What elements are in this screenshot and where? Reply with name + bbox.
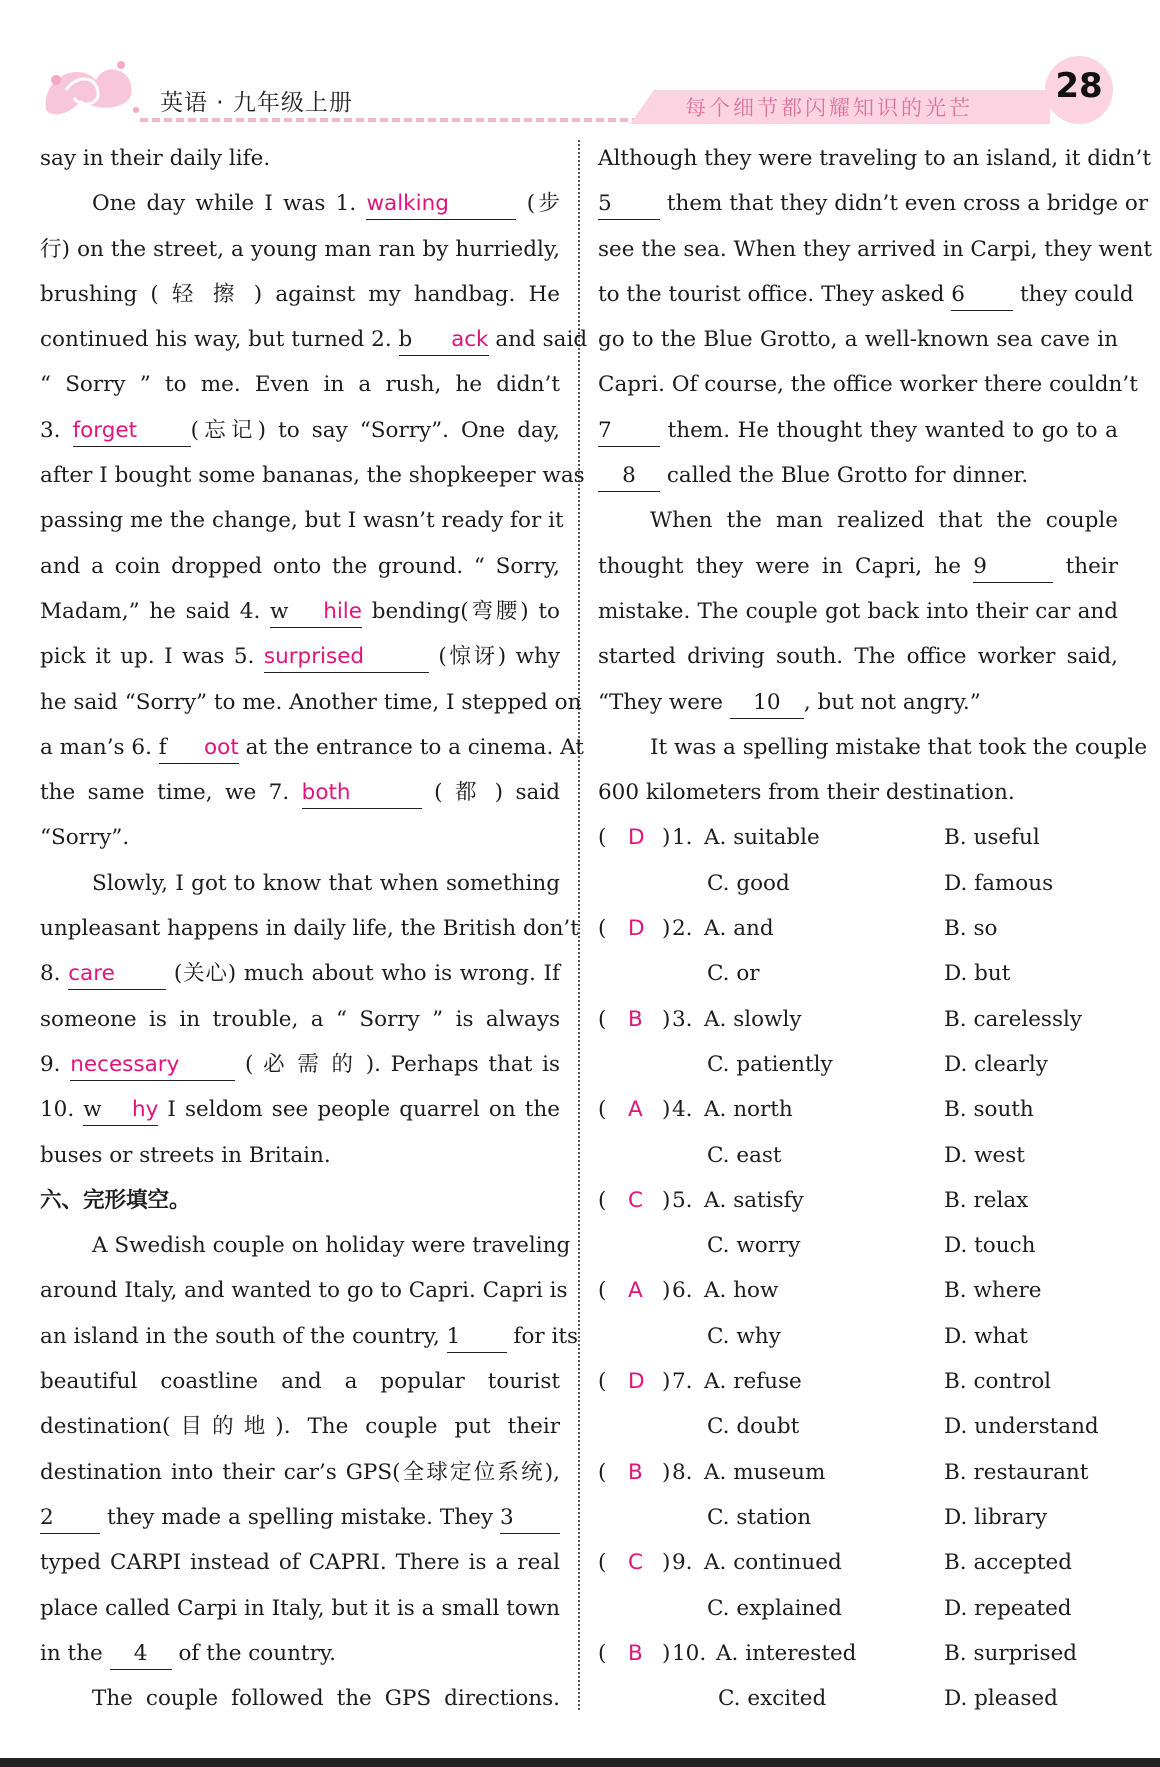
text: 600 kilometers from their destination.: [598, 780, 1015, 806]
text-line: [40, 136, 560, 181]
text-line: [40, 408, 560, 453]
text-line: [598, 272, 1134, 317]
text-line: [40, 181, 560, 226]
text: say in their daily life.: [40, 146, 271, 171]
header-divider: [140, 118, 640, 122]
option-c[interactable]: C. station: [707, 1504, 812, 1530]
text: thought they were in Capri, he: [598, 553, 961, 579]
option-a[interactable]: A. slowly: [704, 1006, 802, 1032]
option-d[interactable]: D. understand: [944, 1414, 1099, 1440]
floral-ornament-icon: [36, 50, 146, 120]
text: 行) on the street, a young man ran by hurriedly,: [40, 236, 560, 262]
text: Capri. Of course, the office worker there couldn’t: [598, 372, 1138, 398]
paren-close: ): [662, 916, 671, 942]
slogan-text: 每个细节都闪耀知识的光芒: [685, 96, 973, 120]
question-row-1: [598, 1359, 1118, 1404]
answer-blank-3[interactable]: [73, 416, 191, 447]
paren-open: (: [598, 1278, 607, 1304]
question-row-1: [598, 1268, 1118, 1313]
option-a[interactable]: A. how: [704, 1278, 779, 1304]
answer-text: hy: [131, 1097, 159, 1123]
question-number: 5.: [672, 1187, 693, 1213]
option-d[interactable]: D. touch: [944, 1233, 1036, 1259]
cloze-blank-10[interactable]: [730, 688, 804, 719]
answer-prefix: f: [158, 734, 167, 760]
question-row-2: [598, 1223, 1118, 1268]
text: 10.: [40, 1097, 75, 1123]
text: Slowly, I got to know that when something: [92, 870, 560, 896]
answer-text: hile: [323, 598, 363, 624]
blank-number: 8: [622, 463, 636, 489]
option-c[interactable]: C. patiently: [707, 1051, 833, 1077]
option-c[interactable]: C. explained: [707, 1595, 842, 1621]
text-line: [40, 317, 588, 362]
text: It was a spelling mistake that took the couple: [650, 734, 1148, 760]
text: , but not angry.”: [803, 689, 981, 715]
blank-number: 9: [973, 553, 987, 579]
cloze-blank-3[interactable]: [500, 1503, 560, 1534]
text: destination into their car’s GPS(全球定位系统),: [40, 1459, 560, 1485]
answer-choice[interactable]: A: [628, 1278, 643, 1304]
paren-close: ): [662, 1187, 671, 1213]
blank-number: 6: [951, 281, 965, 307]
answer-choice[interactable]: D: [628, 1369, 645, 1395]
paren-open: (: [598, 916, 607, 942]
answer-choice[interactable]: C: [628, 1550, 644, 1576]
blank-number: 3: [500, 1504, 514, 1530]
text: continued his way, but turned 2.: [40, 327, 392, 353]
cloze-blank-2[interactable]: [40, 1503, 100, 1534]
answer-blank-1[interactable]: [366, 189, 516, 220]
text-line: [598, 498, 1118, 543]
answer-choice[interactable]: D: [628, 825, 645, 851]
text-line: [40, 680, 582, 725]
text: they made a spelling mistake. They: [107, 1504, 493, 1530]
text: unpleasant happens in daily life, the British don’t: [40, 916, 579, 942]
text: A Swedish couple on holiday were traveling: [92, 1233, 571, 1259]
option-b[interactable]: B. relax: [944, 1187, 1029, 1213]
question-row-1: [598, 997, 1118, 1042]
option-a[interactable]: A. museum: [704, 1459, 826, 1485]
option-b[interactable]: B. surprised: [944, 1640, 1078, 1666]
answer-text: care: [68, 961, 115, 987]
answer-prefix: b: [398, 327, 413, 353]
text: “ Sorry ” to me. Even in a rush, he didn’t: [40, 372, 560, 398]
answer-text: forget: [72, 417, 138, 443]
question-list: [598, 815, 1118, 1721]
text-line: [40, 1540, 560, 1585]
answer-blank-8[interactable]: [68, 959, 166, 990]
text-line: [40, 1586, 560, 1631]
answer-choice[interactable]: D: [628, 916, 645, 942]
option-d[interactable]: D. repeated: [944, 1595, 1072, 1621]
text: someone is in trouble, a “ Sorry ” is always: [40, 1006, 560, 1032]
text-line: [40, 861, 560, 906]
text: and a coin dropped onto the ground. “ Sorry,: [40, 553, 560, 579]
option-d[interactable]: D. library: [944, 1504, 1048, 1530]
text-line: [40, 1042, 560, 1087]
paren-open: (: [598, 1006, 607, 1032]
answer-text: ack: [451, 327, 489, 353]
question-row-1: [598, 1631, 1118, 1676]
question-number: 10.: [672, 1640, 707, 1666]
paren-open: (: [598, 825, 607, 851]
text-line: [40, 1223, 571, 1268]
text-line: [598, 725, 1148, 770]
text-line: [40, 1087, 560, 1132]
text-line: [598, 544, 1118, 589]
text: typed CARPI instead of CAPRI. There is a real: [40, 1550, 560, 1576]
answer-blank-10[interactable]: [83, 1095, 158, 1126]
text: they could: [1020, 281, 1134, 307]
blank-number: 7: [598, 417, 612, 443]
text: 9.: [40, 1051, 61, 1077]
answer-text: oot: [204, 734, 239, 760]
text: brushing ( 轻 擦 ) against my handbag. He: [40, 281, 560, 307]
option-d[interactable]: D. clearly: [944, 1051, 1048, 1077]
text: 3.: [40, 417, 61, 443]
option-b[interactable]: B. south: [944, 1097, 1034, 1123]
answer-text: necessary: [70, 1051, 180, 1077]
cloze-blank-8[interactable]: [598, 461, 660, 492]
text-line: [40, 815, 560, 860]
paren-close: ): [662, 1278, 671, 1304]
text-line: [598, 408, 1118, 453]
text: I seldom see people quarrel on the: [167, 1097, 560, 1123]
paren-close: ): [662, 1369, 671, 1395]
text: (步: [526, 191, 561, 217]
option-c[interactable]: C. good: [707, 870, 790, 896]
question-row-1: [598, 906, 1118, 951]
question-number: 4.: [672, 1097, 693, 1123]
answer-prefix: w: [270, 598, 289, 624]
text: their: [1065, 553, 1118, 579]
text-line: [40, 227, 560, 272]
text: Although they were traveling to an island, it didn’t: [598, 146, 1151, 171]
text: go to the Blue Grotto, a well-known sea cave in: [598, 327, 1118, 353]
paren-close: ): [662, 825, 671, 851]
page-bottom-bar: [0, 1758, 1160, 1767]
text-line: [40, 1495, 560, 1540]
text: Madam,” he said 4.: [40, 598, 261, 624]
book-title: 英语 · 九年级上册: [160, 90, 353, 116]
text: at the entrance to a cinema. At: [245, 734, 584, 760]
text: (关心) much about who is wrong. If: [173, 961, 560, 987]
text: ( 必 需 的 ). Perhaps that is: [245, 1051, 560, 1077]
question-row-2: [598, 861, 1118, 906]
paren-close: ): [662, 1459, 671, 1485]
blank-number: 4: [133, 1640, 148, 1666]
option-c[interactable]: C. why: [707, 1323, 781, 1349]
answer-prefix: w: [83, 1097, 102, 1123]
paren-open: (: [598, 1640, 607, 1666]
answer-text: both: [301, 780, 351, 806]
text-line: [40, 634, 560, 679]
option-a[interactable]: A. continued: [704, 1550, 842, 1576]
question-number: 6.: [672, 1278, 693, 1304]
question-number: 1.: [672, 825, 693, 851]
option-c[interactable]: C. doubt: [707, 1414, 800, 1440]
option-d[interactable]: D. what: [944, 1323, 1028, 1349]
text-line: [598, 317, 1118, 362]
answer-blank-2[interactable]: [399, 325, 489, 356]
question-row-1: [598, 1087, 1118, 1132]
option-c[interactable]: C. east: [707, 1142, 782, 1168]
text: destination(目的地). The couple put their: [40, 1414, 560, 1440]
cloze-blank-6[interactable]: [951, 280, 1013, 311]
paren-close: ): [662, 1097, 671, 1123]
text: One day while I was 1.: [92, 191, 357, 217]
question-number: 9.: [672, 1550, 693, 1576]
paren-open: (: [598, 1369, 607, 1395]
text: When the man realized that the couple: [650, 508, 1118, 534]
blank-number: 10: [753, 689, 781, 715]
text: around Italy, and wanted to go to Capri. Capri is: [40, 1278, 568, 1304]
option-d[interactable]: D. west: [944, 1142, 1025, 1168]
option-b[interactable]: B. accepted: [944, 1550, 1072, 1576]
text: (忘记) to say “Sorry”. One day,: [190, 417, 560, 443]
text-line: [40, 1631, 560, 1676]
question-row-2: [598, 1042, 1118, 1087]
text-line: [598, 680, 1118, 725]
option-c[interactable]: C. or: [707, 961, 760, 987]
text-line: [598, 181, 1149, 226]
answer-choice[interactable]: B: [628, 1459, 643, 1485]
question-number: 3.: [672, 1006, 693, 1032]
answer-blank-5[interactable]: [264, 642, 429, 673]
text: “Sorry”.: [40, 825, 130, 851]
option-d[interactable]: D. pleased: [944, 1686, 1058, 1712]
text: mistake. The couple got back into their car and: [598, 598, 1118, 624]
question-row-1: [598, 1540, 1118, 1585]
question-row-2: [598, 1676, 1118, 1721]
text: 8.: [40, 961, 61, 987]
question-row-1: [598, 1178, 1118, 1223]
option-b[interactable]: B. where: [944, 1278, 1042, 1304]
option-a[interactable]: A. north: [704, 1097, 793, 1123]
question-row-1: [598, 815, 1118, 860]
question-row-2: [598, 1495, 1118, 1540]
option-d[interactable]: D. famous: [944, 870, 1054, 896]
answer-choice[interactable]: B: [628, 1006, 643, 1032]
option-a[interactable]: A. suitable: [704, 825, 820, 851]
text-line: [40, 1359, 560, 1404]
paren-open: (: [598, 1187, 607, 1213]
blank-number: 5: [598, 191, 612, 217]
question-row-2: [598, 1586, 1118, 1631]
text-line: [598, 770, 1118, 815]
text: pick it up. I was 5.: [40, 644, 255, 670]
text-line: [40, 1676, 560, 1721]
right-column: [598, 136, 1153, 1721]
question-number: 7.: [672, 1369, 693, 1395]
paren-close: ): [662, 1640, 671, 1666]
left-column: [40, 136, 588, 1721]
text-line: [40, 725, 584, 770]
option-a[interactable]: A. and: [704, 916, 774, 942]
section-heading: 六、完形填空。: [40, 1187, 191, 1213]
option-b[interactable]: B. restaurant: [944, 1459, 1089, 1485]
option-b[interactable]: B. control: [944, 1369, 1052, 1395]
answer-text: surprised: [263, 644, 365, 670]
cloze-blank-1[interactable]: [447, 1322, 507, 1353]
paren-close: ): [662, 1006, 671, 1032]
text-line: [598, 589, 1118, 634]
text: ( 都 ) said: [434, 780, 560, 806]
text-line: [40, 362, 560, 407]
answer-blank-6[interactable]: [159, 733, 239, 764]
text: bending(弯腰) to: [371, 598, 560, 624]
blank-number: 1: [446, 1323, 461, 1349]
option-a[interactable]: A. satisfy: [704, 1187, 804, 1213]
text: to the tourist office. They asked: [598, 281, 945, 307]
option-b[interactable]: B. useful: [944, 825, 1040, 851]
text-line: [40, 589, 560, 634]
option-b[interactable]: B. so: [944, 916, 998, 942]
text-line: [40, 498, 564, 543]
text-line: [598, 362, 1138, 407]
cloze-blank-7[interactable]: [598, 416, 660, 447]
answer-text: walking: [366, 191, 449, 217]
option-a[interactable]: A. interested: [716, 1640, 857, 1666]
text: beautiful coastline and a popular tourist: [40, 1369, 560, 1395]
text-line: [598, 453, 1118, 498]
option-b[interactable]: B. carelessly: [944, 1006, 1083, 1032]
text-line: [40, 1133, 560, 1178]
text-line: [40, 1268, 568, 1313]
text-line: [598, 634, 1118, 679]
text-line: [598, 136, 1151, 181]
text: he said “Sorry” to me. Another time, I stepped on: [40, 689, 582, 715]
option-c[interactable]: C. excited: [718, 1686, 827, 1712]
cloze-blank-5[interactable]: [598, 189, 660, 220]
page-number: 28: [1055, 66, 1103, 106]
text: The couple followed the GPS directions.: [92, 1686, 560, 1712]
text-line: [598, 227, 1153, 272]
text-line: [40, 997, 560, 1042]
text: after I bought some bananas, the shopkeeper was: [40, 463, 585, 489]
text-line: [40, 272, 560, 317]
question-row-2: [598, 1133, 1118, 1178]
answer-blank-7[interactable]: [302, 778, 422, 809]
text: an island in the south of the country,: [40, 1323, 440, 1349]
text: passing me the change, but I wasn’t ready for it: [40, 508, 564, 534]
text: a man’s 6.: [40, 734, 152, 760]
option-a[interactable]: A. refuse: [704, 1369, 802, 1395]
text: called the Blue Grotto for dinner.: [666, 463, 1029, 489]
cloze-blank-9[interactable]: [973, 552, 1053, 583]
question-number: 2.: [672, 916, 693, 942]
text-line: [40, 1314, 579, 1359]
text: them. He thought they wanted to go to a: [667, 417, 1118, 443]
text: buses or streets in Britain.: [40, 1142, 331, 1168]
text: them that they didn’t even cross a bridge or: [666, 191, 1149, 217]
text-line: [40, 951, 560, 996]
text: for its: [513, 1323, 579, 1349]
text: started driving south. The office worker said,: [598, 644, 1118, 670]
answer-choice[interactable]: B: [628, 1640, 643, 1666]
text-line: [40, 1404, 560, 1449]
text: the same time, we 7.: [40, 780, 290, 806]
text-line: [40, 770, 560, 815]
cloze-blank-4[interactable]: [110, 1639, 172, 1670]
paren-close: ): [662, 1550, 671, 1576]
blank-number: 2: [40, 1504, 54, 1530]
text: place called Carpi in Italy, but it is a small town: [40, 1595, 560, 1621]
question-row-2: [598, 1404, 1118, 1449]
text: (惊讶) why: [438, 644, 560, 670]
question-row-2: [598, 1314, 1118, 1359]
text-line: [40, 453, 585, 498]
option-c[interactable]: C. worry: [707, 1233, 801, 1259]
text-line: [40, 544, 560, 589]
answer-blank-4[interactable]: [270, 597, 362, 628]
text: of the country.: [178, 1640, 336, 1666]
answer-choice[interactable]: C: [628, 1187, 644, 1213]
text: in the: [40, 1640, 103, 1666]
text-line: [40, 906, 579, 951]
text-line: [40, 1450, 560, 1495]
text: and said: [495, 327, 588, 353]
paren-open: (: [598, 1097, 607, 1123]
answer-choice[interactable]: A: [628, 1097, 643, 1123]
question-number: 8.: [672, 1459, 693, 1485]
paren-open: (: [598, 1550, 607, 1576]
text: see the sea. When they arrived in Carpi, they went: [598, 236, 1153, 262]
question-row-2: [598, 951, 1118, 996]
question-row-1: [598, 1450, 1118, 1495]
answer-blank-9[interactable]: [70, 1050, 235, 1081]
option-d[interactable]: D. but: [944, 961, 1011, 987]
page-header: [0, 0, 1160, 130]
paren-open: (: [598, 1459, 607, 1485]
text: “They were: [598, 689, 724, 715]
